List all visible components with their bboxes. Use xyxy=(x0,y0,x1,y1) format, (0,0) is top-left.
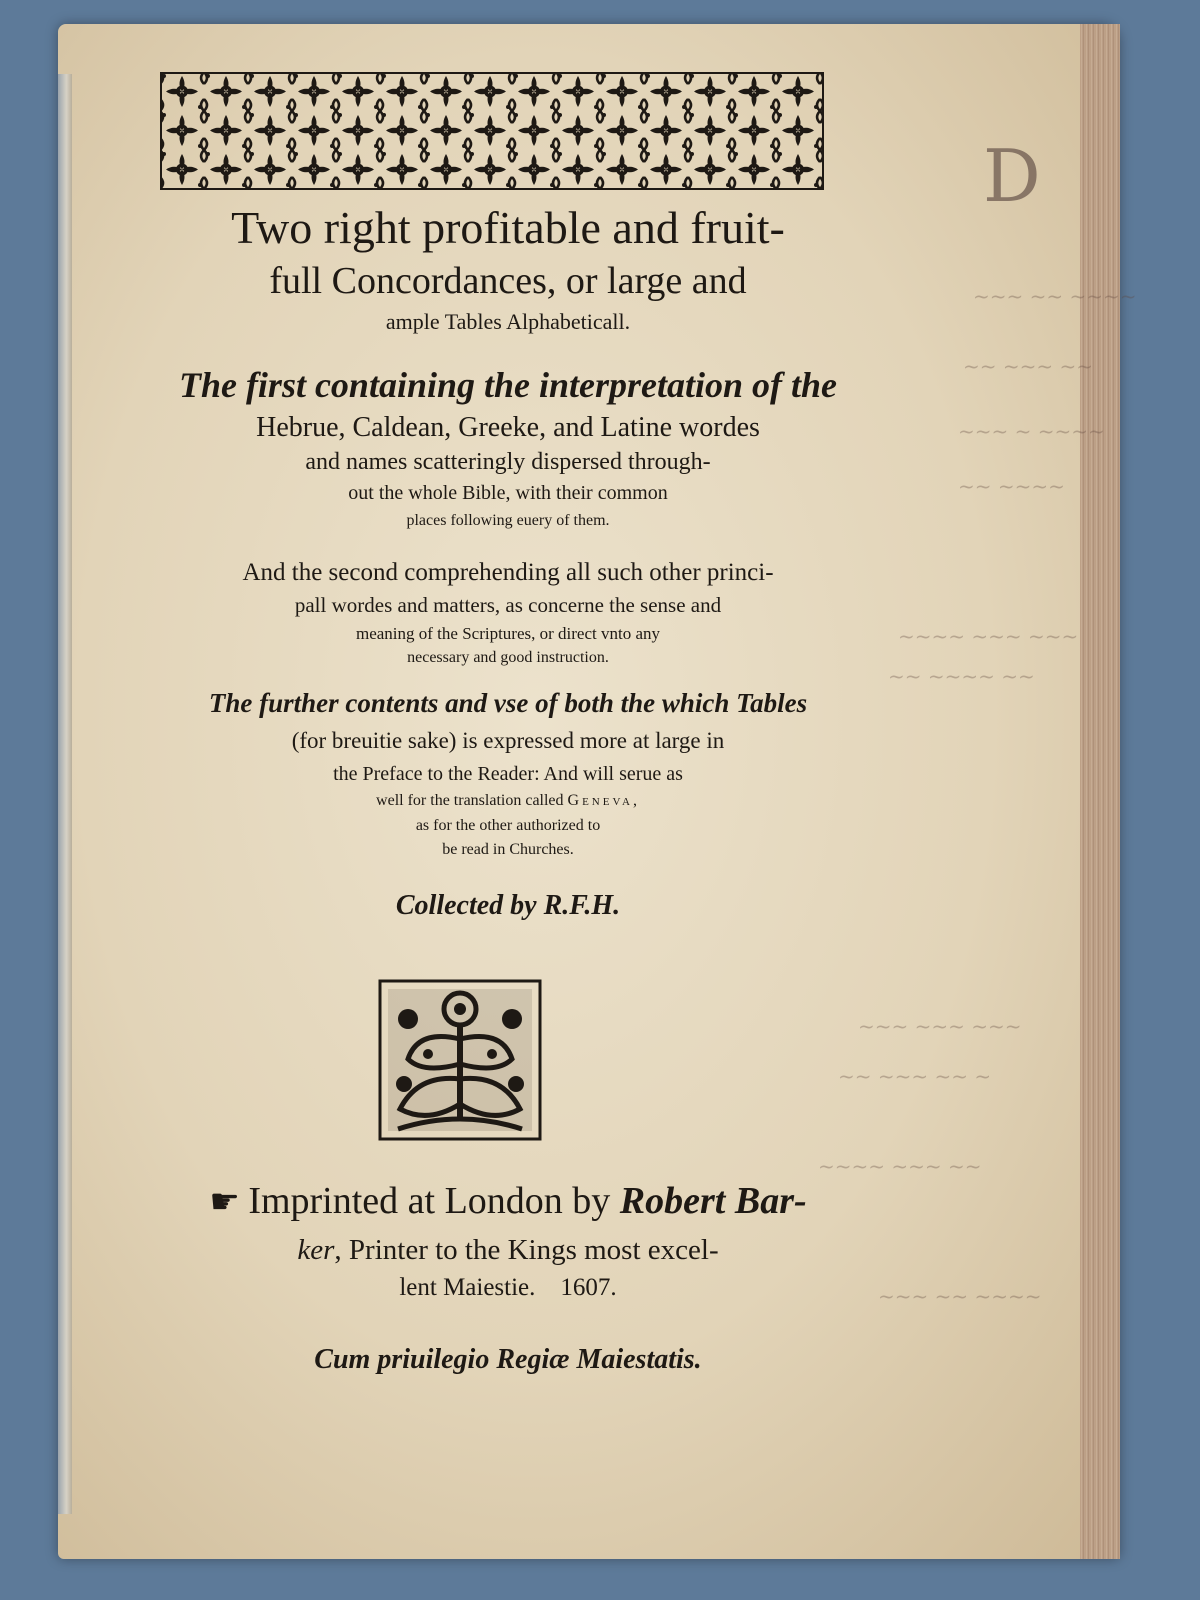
marginal-scribble: ~~ ~~~ ~~ xyxy=(963,354,1094,378)
title-line-3: ample Tables Alphabeticall. xyxy=(385,309,631,334)
second-line-4: necessary and good instruction. xyxy=(407,649,609,666)
first-line-5: places following euery of them. xyxy=(406,512,610,529)
marginal-scribble: ~~ ~~~ ~~ ~ xyxy=(838,1064,992,1088)
marginal-scribble: ~~~~ ~~~ ~~ xyxy=(818,1154,982,1178)
title-text-block xyxy=(58,24,1120,1559)
imprint-line-2-text: , Printer to the Kings most excel- xyxy=(334,1234,719,1266)
further-line-5: as for the other authorized to xyxy=(415,817,601,834)
imprint-line-3 xyxy=(58,1274,958,1302)
title-line-2: full Concordances, or large and xyxy=(269,260,747,302)
further-line-6: be read in Churches. xyxy=(442,841,574,858)
second-line-1: And the second comprehending all such other princi- xyxy=(242,559,774,586)
printer-name-part-2: ker xyxy=(297,1234,335,1266)
title-page xyxy=(58,24,1137,1559)
further-line-4-text: well for the translation called xyxy=(376,792,568,809)
geneva-word: Geneva, xyxy=(567,792,640,809)
marginal-scribble: ~~ ~~~~ xyxy=(958,474,1065,498)
privilege-line: Cum priuilegio Regiæ Maiestatis. xyxy=(314,1344,702,1375)
imprint-line-1-text: Imprinted at London by xyxy=(248,1180,620,1222)
first-line-2: Hebrue, Caldean, Greeke, and Latine wordes xyxy=(256,412,760,443)
marginal-scribble: ~~~ ~~ ~~~~ xyxy=(973,284,1137,308)
imprint-line-1 xyxy=(58,1179,958,1223)
marginal-scribble: ~~~ ~ ~~~~ xyxy=(958,419,1105,443)
imprint-year: 1607. xyxy=(560,1274,617,1301)
first-line-4: out the whole Bible, with their common xyxy=(348,482,668,504)
second-line-3: meaning of the Scriptures, or direct vnto any xyxy=(355,624,661,643)
marginal-scribble: ~~ ~~~~ ~~ xyxy=(888,664,1035,688)
marginal-scribble: ~~~ ~~~ ~~~ xyxy=(858,1014,1022,1038)
further-line-1: The further contents and vse of both the which Tables xyxy=(208,688,808,718)
marginal-scribble: ~~~~ ~~~ ~~~ xyxy=(898,624,1079,648)
marginal-letter-mark: D xyxy=(983,134,1041,218)
printer-name-part-1: Robert Bar- xyxy=(619,1180,807,1222)
imprint-line-3-text: lent Maiestie. xyxy=(399,1274,536,1301)
first-line-1: The first containing the interpretation of the xyxy=(178,365,838,405)
second-line-2: pall wordes and matters, as concerne the sense and xyxy=(294,593,722,617)
first-line-3: and names scatteringly dispersed through- xyxy=(305,449,711,475)
floral-printers-device-icon xyxy=(378,979,542,1141)
further-line-4 xyxy=(58,792,958,810)
further-line-3: the Preface to the Reader: And will serue as xyxy=(333,763,683,785)
collector-initials: R.F.H. xyxy=(543,890,621,921)
pointing-hand-fleuron-icon: ☛ xyxy=(209,1184,249,1221)
marginal-scribble: ~~~ ~~ ~~~~ xyxy=(878,1284,1042,1308)
title-line-1: Two right profitable and fruit- xyxy=(231,202,785,253)
collected-by-label: Collected by xyxy=(395,890,537,921)
imprint-line-2 xyxy=(58,1234,958,1267)
collected-by xyxy=(58,890,958,922)
further-line-2: (for breuitie sake) is expressed more at large in xyxy=(291,728,725,753)
